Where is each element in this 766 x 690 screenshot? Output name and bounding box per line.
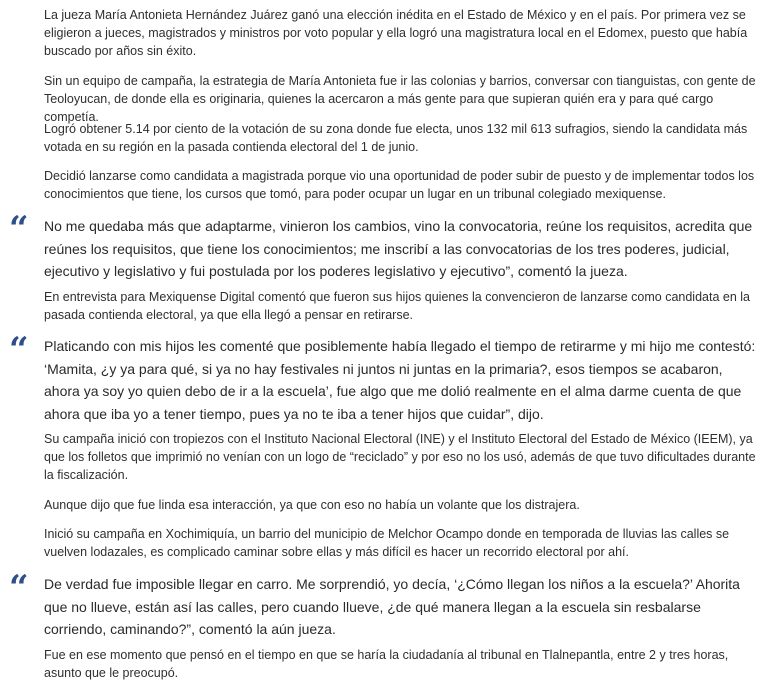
pull-quote: Platicando con mis hijos les comenté que posiblemente había llegado el tiempo de retirarme y mi hijo me contestó: ‘Mamita, ¿y ya para qué, si ya no hay festivales ni juntos ni juntas en la primaria?, esos tiempos se acabaron, ahora ya soy yo quien debo de ir a la escuela’, fue algo que me dolió realmente en el alma darme cuenta de que ahora que iba yo a tener tiempo, pues ya no te iba a tener hijos que cuidar”, dijo. bbox=[44, 338, 756, 422]
article-paragraph: En entrevista para Mexiquense Digital comentó que fueron sus hijos quienes la convencieron de lanzarse como candidata en la pasada contienda electoral, ya que ella llegó a pensar en retirarse. bbox=[44, 290, 750, 322]
article-paragraph: Inició su campaña en Xochimiquía, un barrio del municipio de Melchor Ocampo donde en temporada de lluvias las calles se vuelven lodazales, es complicado caminar sobre ellas y más difícil es hacer un recorrido electoral por ahí. bbox=[44, 527, 730, 559]
article-paragraph: Decidió lanzarse como candidata a magistrada porque vio una oportunidad de poder subir de puesto y de implementar todos los conocimientos que tiene, los cursos que tomó, para poder ocupar un lugar en un tribunal colegiado mexiquense. bbox=[44, 169, 755, 201]
pull-quote: No me quedaba más que adaptarme, vinieron los cambios, vino la convocatoria, reúne los requisitos, acredita que reúnes los requisitos, que tiene los conocimientos; me inscribí a las convocatorias de los tres poderes, judicial, ejecutivo y legislativo y fui postulada por los poderes legislativo y ejecutivo”, comentó la jueza. bbox=[44, 218, 753, 279]
pull-quote: De verdad fue imposible llegar en carro. Me sorprendió, yo decía, ‘¿Cómo llegan los niños a la escuela?’ Ahorita que no llueve, están así las calles, pero cuando llueve, ¿de qué manera llegan a la escuela sin resbalarse corriendo, caminando?”, comentó la aún jueza. bbox=[44, 576, 740, 637]
quote-mark-icon: “ bbox=[9, 568, 26, 608]
quote-mark-icon: “ bbox=[9, 209, 26, 249]
article-paragraph: Fue en ese momento que pensó en el tiempo en que se haría la ciudadanía al tribunal en Tlalnepantla, entre 2 y tres horas, asunto que le preocupó. bbox=[44, 648, 729, 680]
article-paragraph: La jueza María Antonieta Hernández Juárez ganó una elección inédita en el Estado de México y en el país. Por primera vez se eligieron a jueces, magistrados y ministros por voto popular y ella logró una magistratura local en el Edomex, puesto que había buscado por años sin éxito. bbox=[44, 8, 748, 58]
quote-mark-icon: “ bbox=[9, 330, 26, 370]
article-paragraph: Aunque dijo que fue linda esa interacción, ya que con eso no había un volante que los distrajera. bbox=[44, 498, 580, 512]
article-paragraph: Logró obtener 5.14 por ciento de la votación de su zona donde fue electa, unos 132 mil 613 sufragios, siendo la candidata más votada en su región en la pasada contienda electoral del 1 de junio. bbox=[44, 122, 748, 154]
article-paragraph: Su campaña inició con tropiezos con el Instituto Nacional Electoral (INE) y el Instituto Electoral del Estado de México (IEEM), ya que los folletos que imprimió no venían con un logo de “reciclado” y por eso no los usó, además de que tuvo dificultades durante la fiscalización. bbox=[44, 432, 756, 482]
article-paragraph: Sin un equipo de campaña, la estrategia de María Antonieta fue ir las colonias y barrios, conversar con tianguistas, con gente de Teoloyucan, de donde ella es originaria, quienes la acercaron a más gente para que supieran quién era y para qué cargo competía. bbox=[44, 74, 756, 124]
